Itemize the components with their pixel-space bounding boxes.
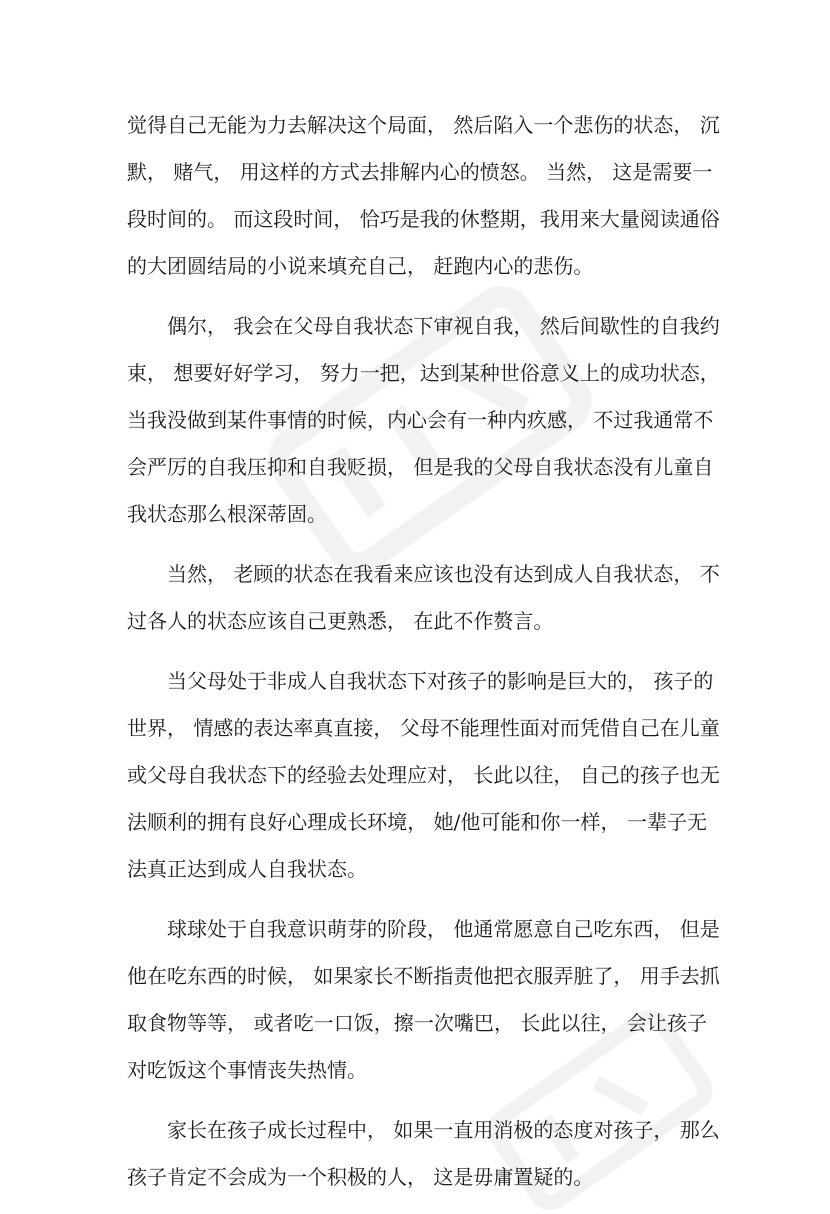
paragraph — [127, 906, 720, 1094]
document-body — [127, 102, 720, 1214]
text-line: 世界， 情感的表达率真直接， 父母不能理性面对而凭借自己在儿童 — [127, 716, 720, 740]
text-line: 偶尔， 我会在父母自我状态下审视自我， 然后间歇性的自我约 — [167, 314, 720, 338]
text-line: 会严厉的自我压抑和自我贬损， 但是我的父母自我状态没有儿童自 — [127, 455, 714, 479]
text-line: 家长在孩子成长过程中， 如果一直用消极的态度对孩子， 那么 — [167, 1118, 720, 1142]
paragraph — [127, 102, 720, 290]
text-line: 当我没做到某件事情的时候，内心会有一种内疚感， 不过我通常不 — [127, 408, 714, 432]
text-line: 取食物等等， 或者吃一口饭，擦一次嘴巴， 长此以往， 会让孩子 — [127, 1011, 707, 1035]
text-line: 束， 想要好好学习， 努力一把，达到某种世俗意义上的成功状态， — [127, 361, 720, 385]
text-line: 段时间的。 而这段时间， 恰巧是我的休整期，我用来大量阅读通俗 — [127, 207, 720, 231]
text-line: 的大团圆结局的小说来填充自己， 赶跑内心的悲伤。 — [127, 254, 594, 278]
text-line: 球球处于自我意识萌芽的阶段， 他通常愿意自己吃东西， 但是 — [167, 917, 720, 941]
paragraph — [127, 658, 720, 893]
text-line: 或父母自我状态下的经验去处理应对， 长此以往， 自己的孩子也无 — [127, 763, 720, 787]
text-line: 对吃饭这个事情丧失热情。 — [127, 1058, 367, 1082]
paragraph — [127, 551, 720, 645]
text-line: 孩子肯定不会成为一个积极的人， 这是毋庸置疑的。 — [127, 1165, 594, 1189]
text-line: 我状态那么根深蒂固。 — [127, 502, 327, 526]
text-line: 觉得自己无能为力去解决这个局面， 然后陷入一个悲伤的状态， 沉 — [127, 113, 720, 137]
text-line: 过各人的状态应该自己更熟悉， 在此不作赘言。 — [127, 609, 554, 633]
text-line: 默， 赌气， 用这样的方式去排解内心的愤怒。 当然， 这是需要一 — [127, 160, 713, 184]
text-line: 他在吃东西的时候， 如果家长不断指责他把衣服弄脏了， 用手去抓 — [127, 964, 720, 988]
text-line: 法顺利的拥有良好心理成长环境， 她/他可能和你一样， 一辈子无 — [127, 810, 707, 834]
paragraph — [127, 303, 720, 538]
text-line: 法真正达到成人自我状态。 — [127, 857, 367, 881]
text-line: 当然， 老顾的状态在我看来应该也没有达到成人自我状态， 不 — [167, 562, 720, 586]
text-line: 当父母处于非成人自我状态下对孩子的影响是巨大的， 孩子的 — [167, 669, 714, 693]
paragraph — [127, 1107, 720, 1201]
